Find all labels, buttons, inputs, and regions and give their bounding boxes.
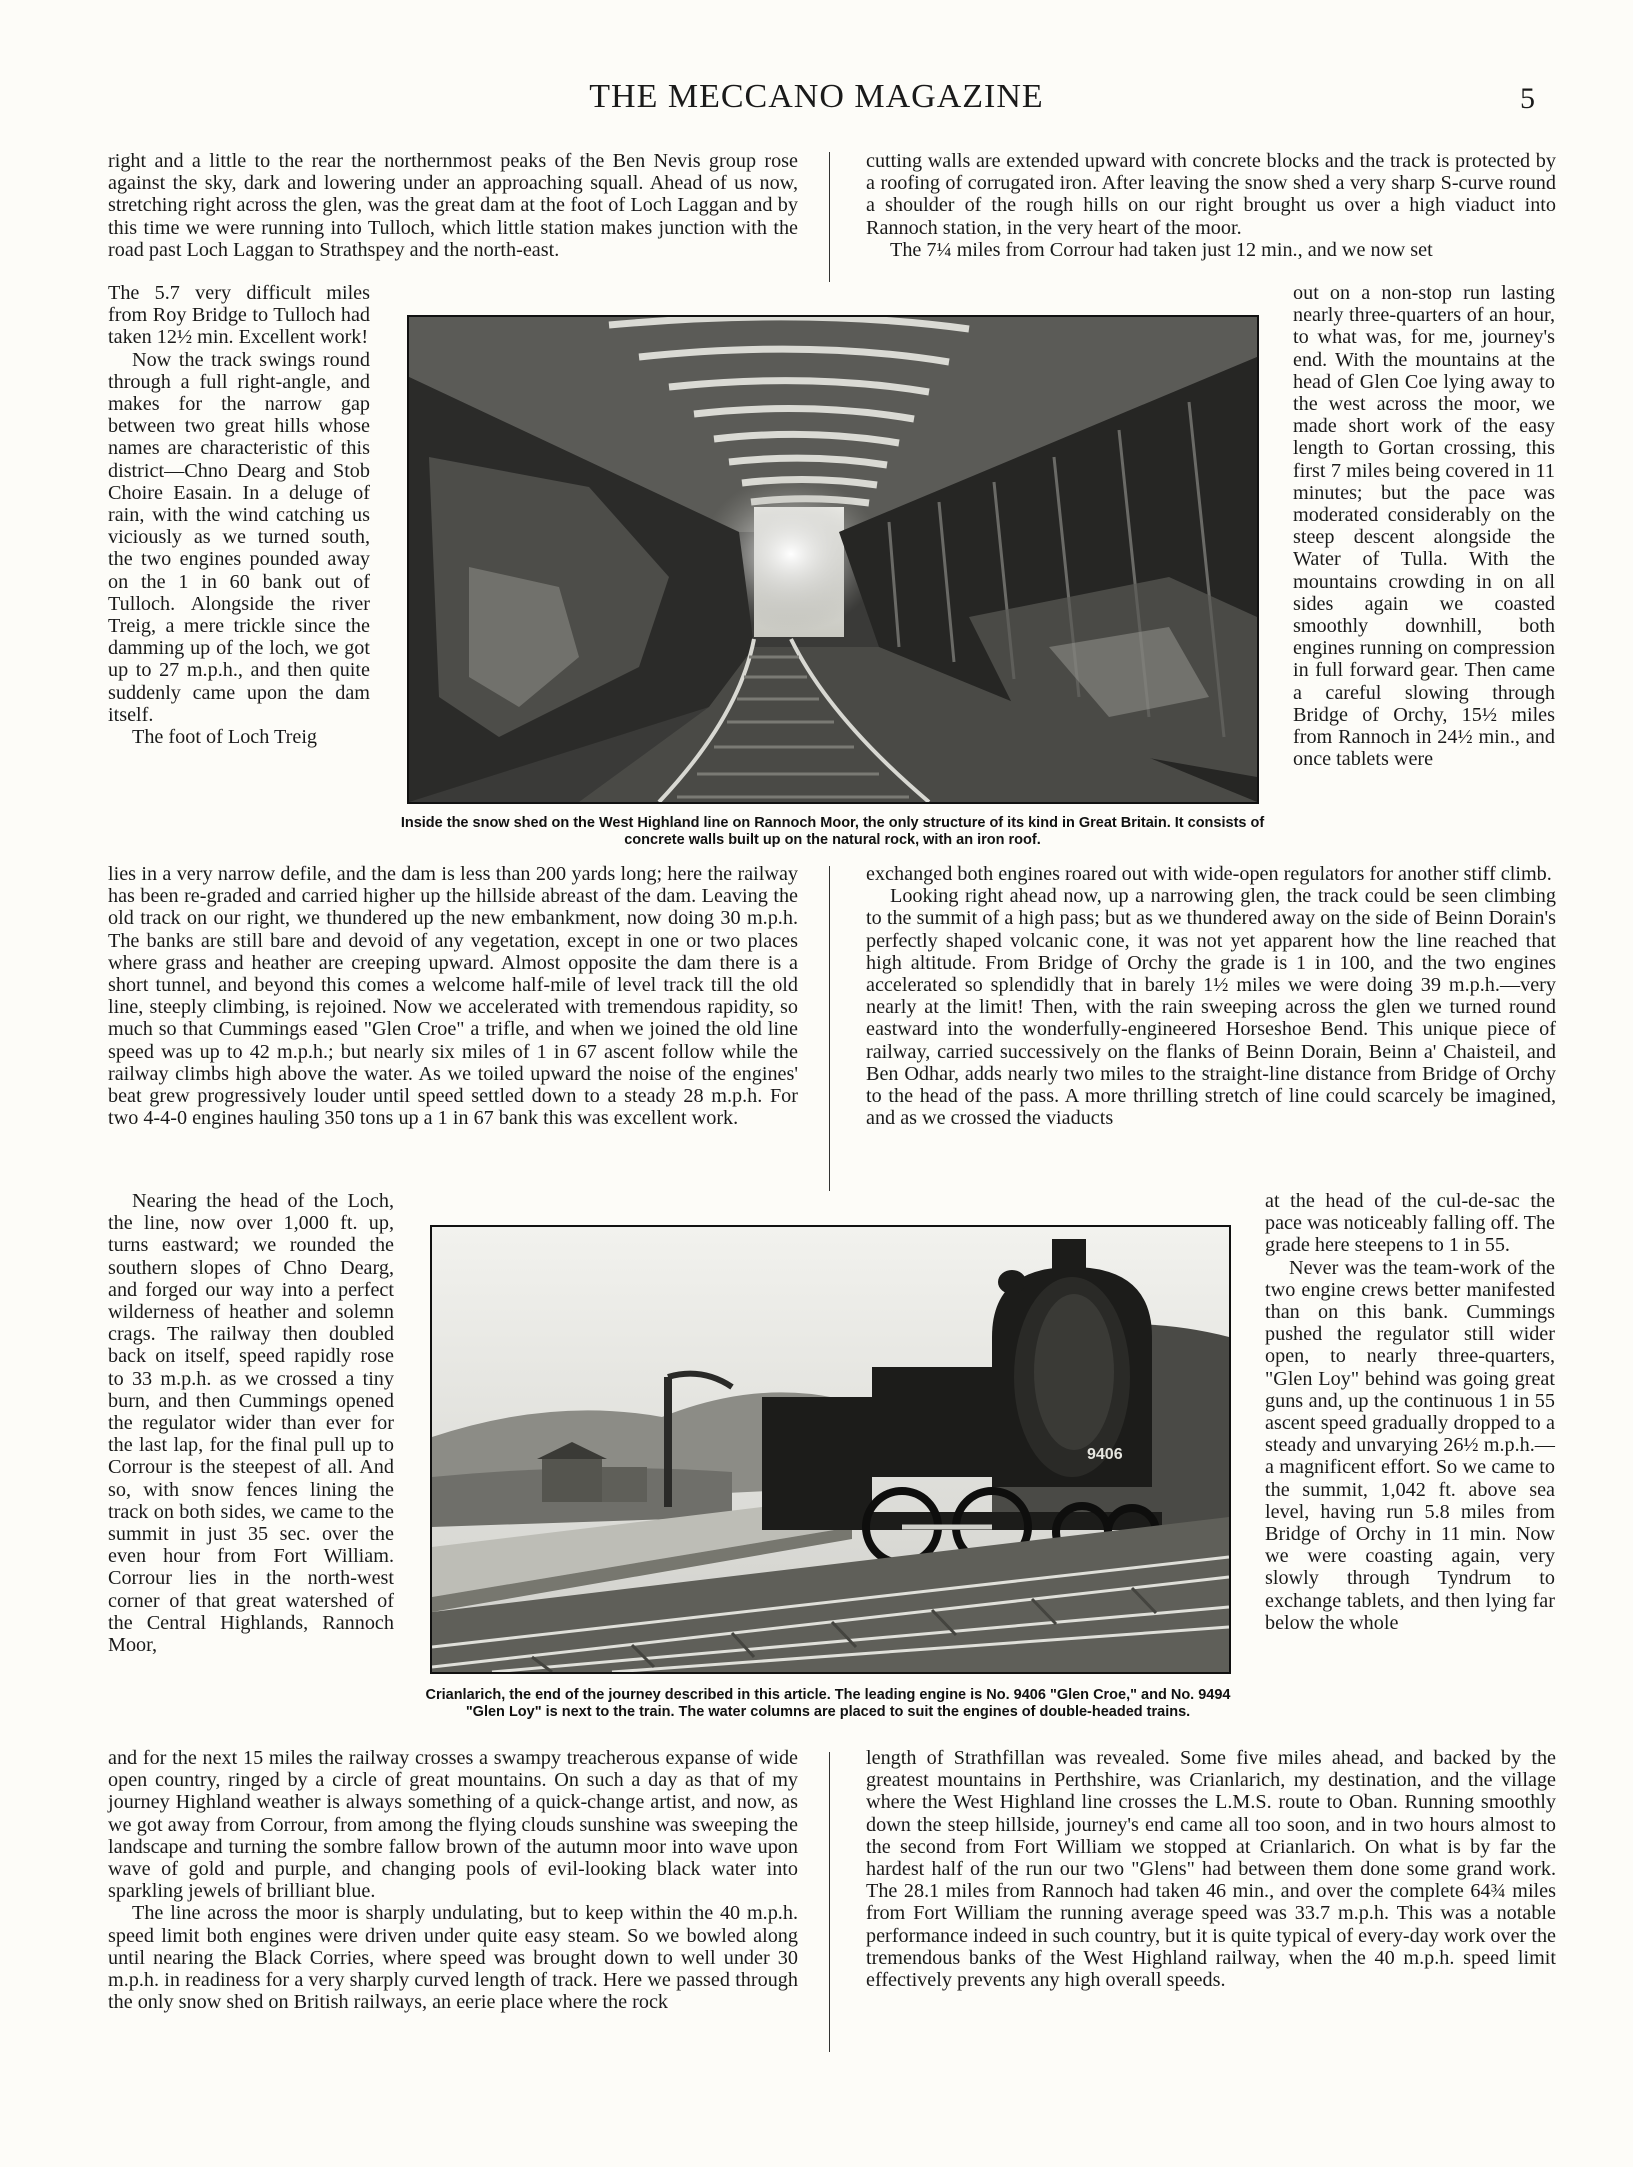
col1-para-5: The line across the moor is sharply undulating, but to keep within the 40 m.p.h. speed limit both engines were driven under quite easy steam. So we bowled along until nearing the Black Corries, where speed was brought down to well under 30 m.p.h. in readiness for a very sharply curved length of track. Here we passed through the only snow shed on British railways, an eerie place where the rock <box>108 1902 798 2014</box>
column-rule-top <box>829 152 830 282</box>
col1-para-4b: and for the next 15 miles the railway crosses a swampy treacherous expanse of wide open country, ringed by a circle of great mountains. On such a day as that of my journey Highland weather is always something of a quick-change artist, and now, as we got away from Corrour, from among the flying clouds sunshine was sweeping the landscape and turning the sombre fallow brown of the autumn moor into wave upon wave of gold and purple, and changing pools of evil-looking black water into sparkling jewels of brilliant blue. The line across the moor is sharply undulating, but to keep within the 40 m.p.h. speed limit both engines were driven under quite easy steam. So we bowled along until nearing the Black Corries, where speed was brought down to well under 30 m.p.h. in readiness for a very sharply curved length of track. Here we passed through the only snow shed on British railways, an eerie place where the rock <box>108 1747 798 2014</box>
col2-para-4b: length of Strathfillan was revealed. Some five miles ahead, and backed by the greatest mountains in Perthshire, was Crianlarich, my destination, and the village where the West Highland line crosses the L.M.S. route to Oban. Running smoothly down the steep hillside, journey's end came all too soon, and in two hours almost to the second from Fort William we stopped at Crianlarich. On what is by far the hardest half of the run our two "Glens" had between them done some grand work. The 28.1 miles from Rannoch had taken 46 min., and over the complete 64¾ miles from Fort William the running average speed was 33.7 m.p.h. This was a notable performance indeed in such country, but it is quite typical of every-day work over the tremendous banks of the West Highland railway, when the 40 m.p.h. speed limit effectively prevents any high overall speeds. <box>866 1747 1556 1992</box>
col1-para-3a: The foot of Loch Treig <box>132 726 318 749</box>
col2-para-2c: exchanged both engines roared out with wide-open regulators for another stiff climb. Looking right ahead now, up a narrowing glen, the track could be seen climbing to the summit of a high pass; but as we thundered away on the side of Beinn Dorain's perfectly shaped volcanic cone, it was not yet apparent how the line reached that high altitude. From Bridge of Orchy the grade is 1 in 100, and the two engines accelerated so splendidly that in barely 1½ miles we were doing 39 m.p.h.—very nearly at the limit! Then, with the rain sweeping across the glen we turned round eastward into the wonderfully-engineered Horseshoe Bend. This unique piece of railway, carried successively on the flanks of Beinn Dorain, Beinn a' Chaisteil, and Ben Odhar, adds nearly two miles to the straight-line distance from Bridge of Orchy to the head of the pass. A more thrilling stretch of line could scarcely be imagined, and as we crossed the viaducts <box>866 863 1556 1130</box>
crianlarich-photo <box>430 1225 1231 1674</box>
crianlarich-illustration <box>432 1227 1229 1672</box>
col1-narrow-strip-top <box>108 282 370 748</box>
col2-narrow-strip-top <box>1293 282 1555 770</box>
col1-para-3b: lies in a very narrow defile, and the dam is less than 200 yards long; here the railway has been re-graded and carried higher up the hillside abreast of the dam. Leaving the old track on our right, we thundered up the new embankment, now doing 30 m.p.h. The banks are still bare and devoid of any vegetation, except in one or two places where grass and heather are creeping upward. Almost opposite the dam there is a short tunnel, and beyond this comes a welcome half-mile of level track till the old line, steeply climbing, is rejoined. Now we accelerated with tremendous rapidity, so much so that Cummings eased "Glen Croe" a trifle, and when we joined the old line speed was up to 42 m.p.h.; but nearly six miles of 1 in 67 ascent follow while the railway climbs high above the water. As we toiled upward the noise of the engines' beat grew progressively louder until speed settled down to a steady 28 m.p.h. For two 4-4-0 engines hauling 350 tons up a 1 in 67 bank this was excellent work. <box>108 863 798 1130</box>
column-rule-middle <box>829 866 830 1191</box>
engine-number-plate: 9406 <box>1087 1446 1123 1463</box>
crianlarich-caption: Crianlarich, the end of the journey described in this article. The leading engine is No. 9406 "Glen Croe," and No. 9494 "Glen Loy" is next to the train. The water columns are placed to suit the engines of double-headed trains. <box>425 1687 1231 1720</box>
snow-shed-caption: Inside the snow shed on the West Highland line on Rannoch Moor, the only structure of its kind in Great Britain. It consists of concrete walls built up on the natural rock, with an iron roof. <box>400 815 1265 848</box>
col2-para-4: Never was the team-work of the two engine crews better manifested than on this bank. Cummings pushed the regulator still wider open, to nearly three-quarters, "Glen Loy" behind was going great guns and, up the continuous 1 in 55 ascent speed gradually dropped to a steady and unvarying 26½ m.p.h.—a magnificent effort. So we came to the summit, 1,042 ft. above sea level, having run 5.8 miles from Bridge of Orchy in 11 min. Now we were coasting again, very slowly through Tyndrum to exchange tablets, and then lying far below the whole <box>1265 1256 1555 1634</box>
snow-shed-illustration <box>409 317 1257 802</box>
col1-para-2: Now the track swings round through a full right-angle, and makes for the narrow gap between two great hills whose names are characteristic of this district—Chno Dearg and Stob Choire Easain. In a deluge of rain, with the wind catching us viciously as we turned south, the two engines pounded away on the 1 in 60 bank out of Tulloch. Alongside the river Treig, a mere trickle since the damming up of the loch, we got up to 27 m.p.h., and then quite suddenly came upon the dam itself. <box>108 348 370 726</box>
col2-para-1: cutting walls are extended upward with concrete blocks and the track is protected by a roofing of corrugated iron. After leaving the snow shed a very sharp S-curve round a shoulder of the rough hills on our right brought us over a high viaduct into Rannoch station, in the very heart of the moor. The 7¼ miles from Corrour had taken just 12 min., and we now set <box>866 150 1556 261</box>
col2-para-2a: The 7¼ miles from Corrour had taken just 12 min., and we now set <box>890 238 1433 261</box>
col1-para-4: Nearing the head of the Loch, the line, now over 1,000 ft. up, turns eastward; we rounded the southern slopes of Chno Dearg, and forged our way into a perfect wilderness of heather and solemn crags. The railway then doubled back on itself, speed rapidly rose to 33 m.p.h. as we crossed a tiny burn, and then Cummings opened the regulator wider than ever for the last lap, for the final pull up to Corrour is the steepest of all. And so, with snow fences lining the track on both sides, we came to the summit in just 35 sec. over the even hour from Fort William. Corrour lies in the north-west corner of that great watershed of the Central Highlands, Rannoch Moor, <box>108 1190 394 1657</box>
magazine-title: THE MECCANO MAGAZINE <box>589 78 1044 115</box>
col1-para-1b: The 5.7 very difficult miles from Roy Bridge to Tulloch had taken 12½ min. Excellent work! <box>108 282 370 349</box>
column-rule-bottom <box>829 1752 830 2052</box>
page-number: 5 <box>1520 82 1535 115</box>
col2-para-3b: at the head of the cul-de-sac the pace was noticeably falling off. The grade here steepens to 1 in 55. <box>1265 1190 1555 1257</box>
col1-narrow-strip-bottom <box>108 1190 394 1656</box>
col2-para-2b: out on a non-stop run lasting nearly three-quarters of an hour, to what was, for me, journey's end. With the mountains at the head of Glen Coe lying away to the west across the moor, we made short work of the easy length to Gortan crossing, this first 7 miles being covered in 11 minutes; but the pace was moderated considerably on the steep descent alongside the Water of Tulla. With the mountains crowding in on all sides again we coasted smoothly downhill, both engines running on compression in full forward gear. Then came a careful slowing through Bridge of Orchy, 15½ miles from Rannoch in 24½ min., and once tablets were <box>1293 282 1555 771</box>
snow-shed-photo <box>407 315 1259 804</box>
col2-para-3: Looking right ahead now, up a narrowing glen, the track could be seen climbing to the summit of a high pass; but as we thundered away on the side of Beinn Dorain's perfectly shaped volcanic cone, it was not yet apparent how the line reached that high altitude. From Bridge of Orchy the grade is 1 in 100, and the two engines accelerated so splendidly that in barely 1½ miles we were doing 39 m.p.h.—very nearly at the limit! Then, with the rain sweeping across the glen we turned round eastward into the wonderfully-engineered Horseshoe Bend. This unique piece of railway, carried successively on the flanks of Beinn Dorain, Beinn a' Chaisteil, and Ben Odhar, adds nearly two miles to the straight-line distance from Bridge of Orchy to the head of the pass. A more thrilling stretch of line could scarcely be imagined, and as we crossed the viaducts <box>866 885 1556 1130</box>
col2-narrow-strip-bottom <box>1265 1190 1555 1634</box>
col1-para-1: right and a little to the rear the northernmost peaks of the Ben Nevis group rose against the sky, dark and lowering under an approaching squall. Ahead of us now, stretching right across the glen, was the great dam at the foot of Loch Laggan and by this time we were running into Tulloch, which little station makes junction with the road past Loch Laggan to Strathspey and the north-east. <box>108 150 798 261</box>
